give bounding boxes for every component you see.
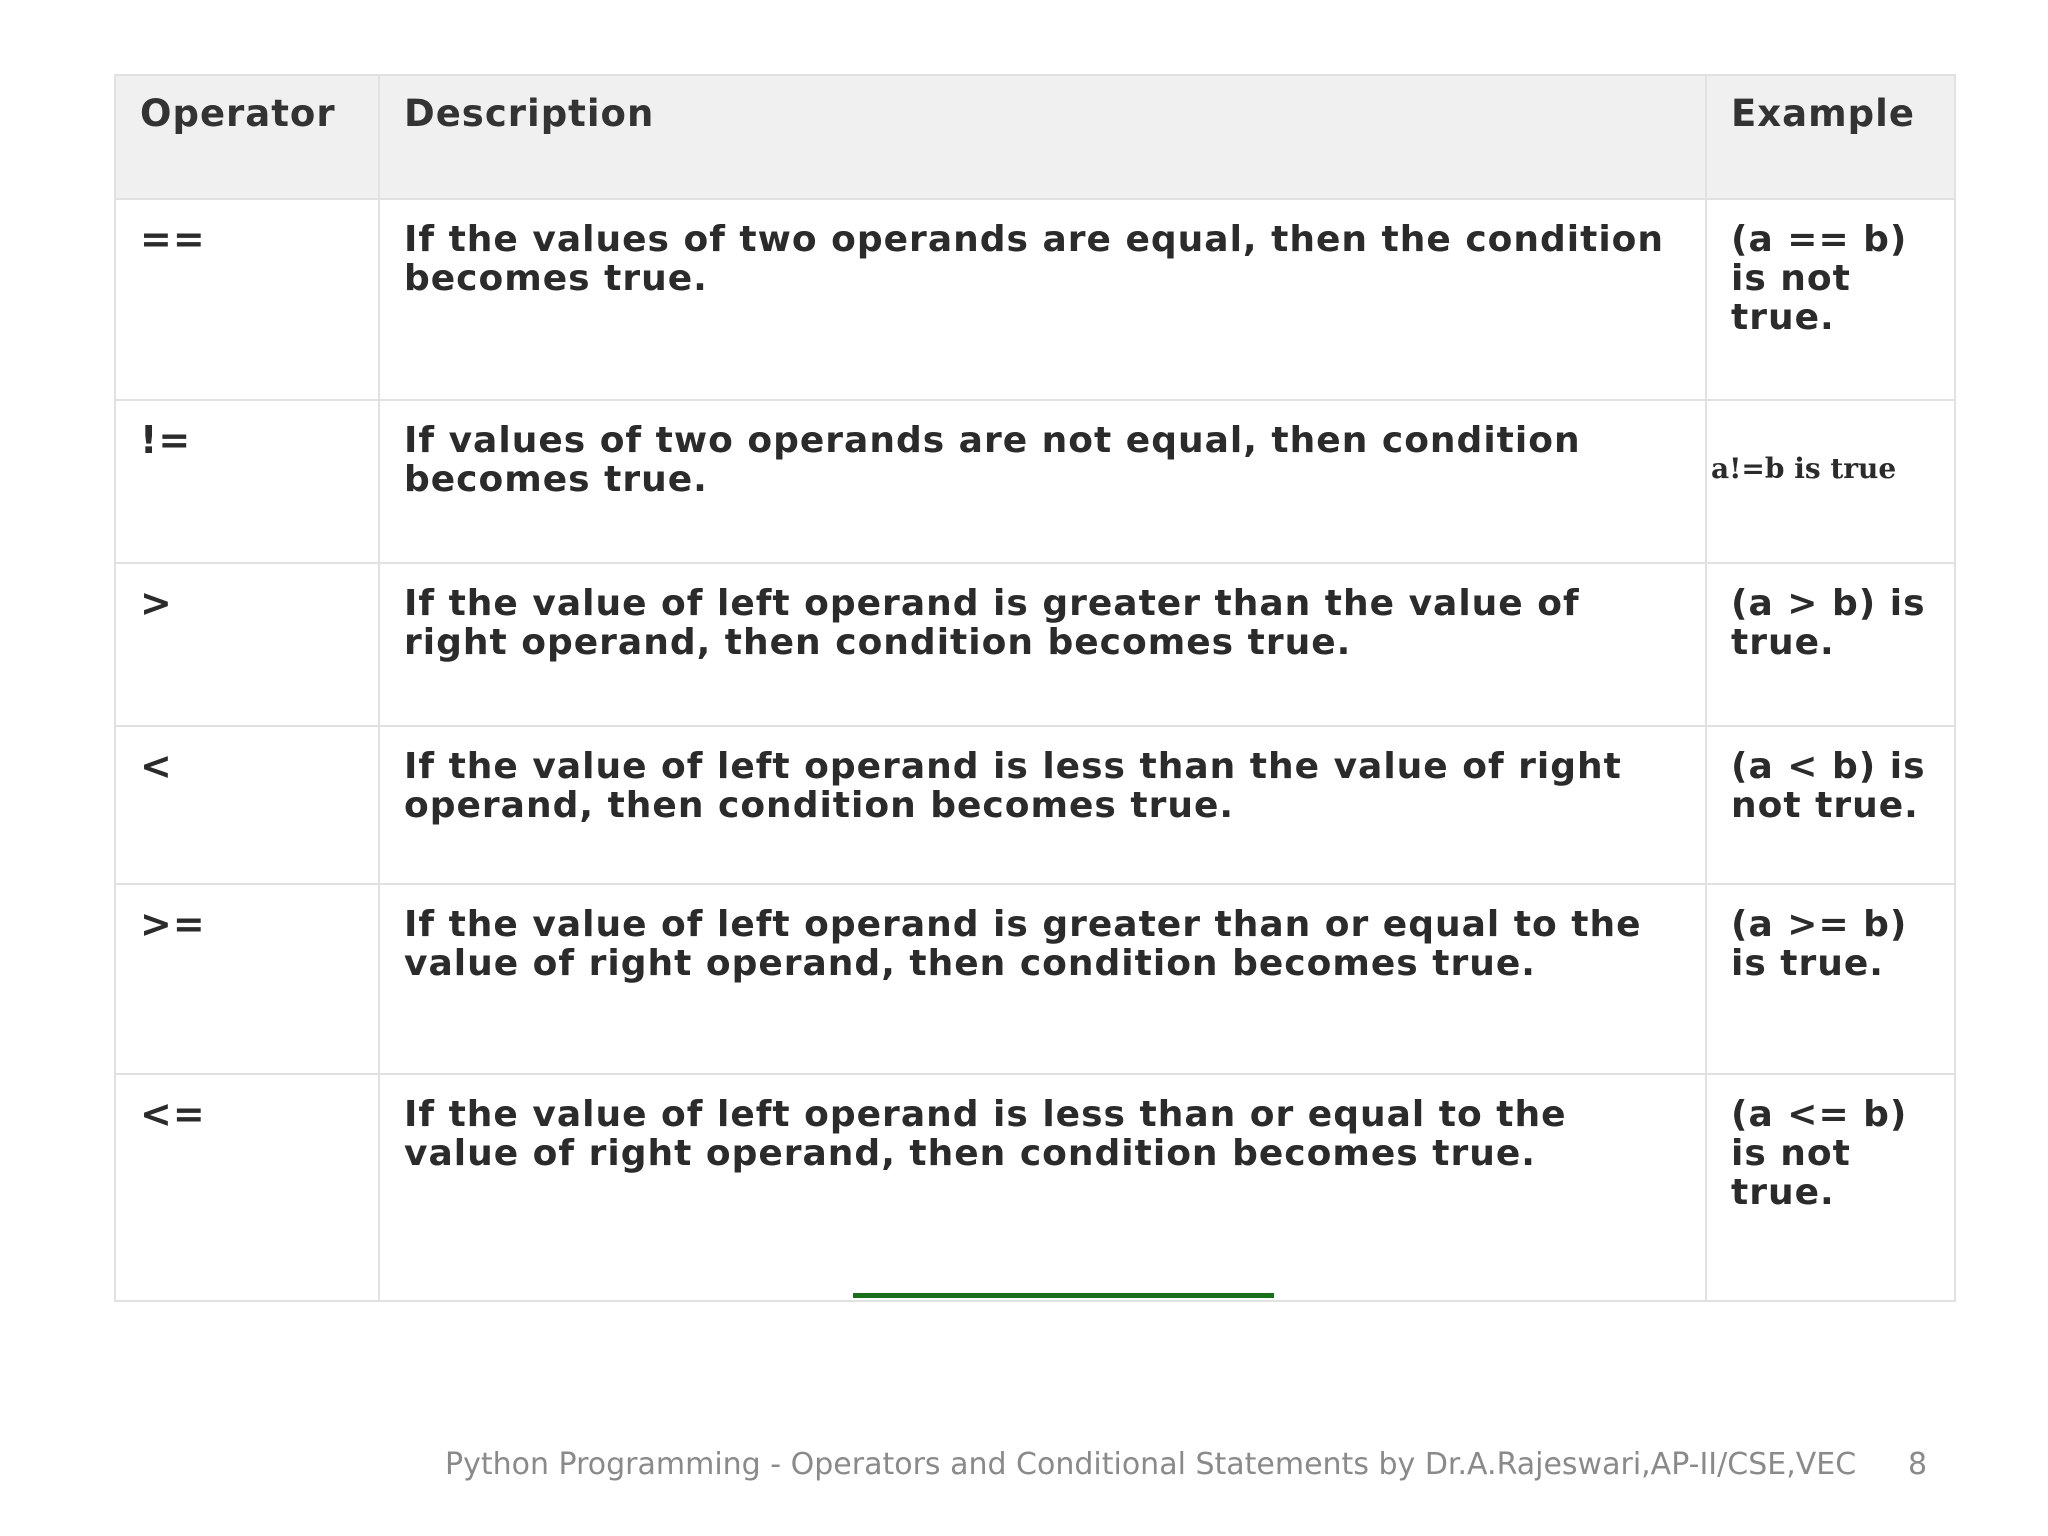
- description-cell: If the value of left operand is less than or equal to the value of right operand, then condition becomes true.: [379, 1074, 1706, 1301]
- header-operator: Operator: [115, 75, 379, 199]
- example-cell: (a < b) is not true.: [1706, 726, 1955, 884]
- table-row: [115, 726, 1955, 884]
- example-cell: (a == b) is not true.: [1706, 199, 1955, 400]
- example-cell: (a > b) is true.: [1706, 563, 1955, 726]
- table-row: [115, 400, 1955, 563]
- operator-cell: >=: [115, 884, 379, 1074]
- example-cell: a!=b is true: [1706, 400, 1955, 563]
- description-cell: If the value of left operand is less than the value of right operand, then condition becomes true.: [379, 726, 1706, 884]
- example-cell: (a <= b) is not true.: [1706, 1074, 1955, 1301]
- description-cell: If the values of two operands are equal, then the condition becomes true.: [379, 199, 1706, 400]
- operator-cell: !=: [115, 400, 379, 563]
- operator-cell: ==: [115, 199, 379, 400]
- example-cell: (a >= b) is true.: [1706, 884, 1955, 1074]
- table-header-row: [115, 75, 1955, 199]
- header-description: Description: [379, 75, 1706, 199]
- description-cell: If values of two operands are not equal, then condition becomes true.: [379, 400, 1706, 563]
- table-row: [115, 1074, 1955, 1301]
- operator-cell: <=: [115, 1074, 379, 1301]
- table-row: [115, 884, 1955, 1074]
- table-row: [115, 199, 1955, 400]
- description-cell: If the value of left operand is greater than or equal to the value of right operand, then condition becomes true.: [379, 884, 1706, 1074]
- table-row: [115, 563, 1955, 726]
- operator-cell: <: [115, 726, 379, 884]
- header-example: Example: [1706, 75, 1955, 199]
- description-cell: If the value of left operand is greater than the value of right operand, then condition becomes true.: [379, 563, 1706, 726]
- operators-table: [114, 74, 1956, 1302]
- footer-text: Python Programming - Operators and Conditional Statements by Dr.A.Rajeswari,AP-II/CSE,VEC: [445, 1447, 1857, 1482]
- page-number: 8: [1908, 1447, 1928, 1482]
- operator-cell: >: [115, 563, 379, 726]
- accent-bar: [853, 1293, 1274, 1298]
